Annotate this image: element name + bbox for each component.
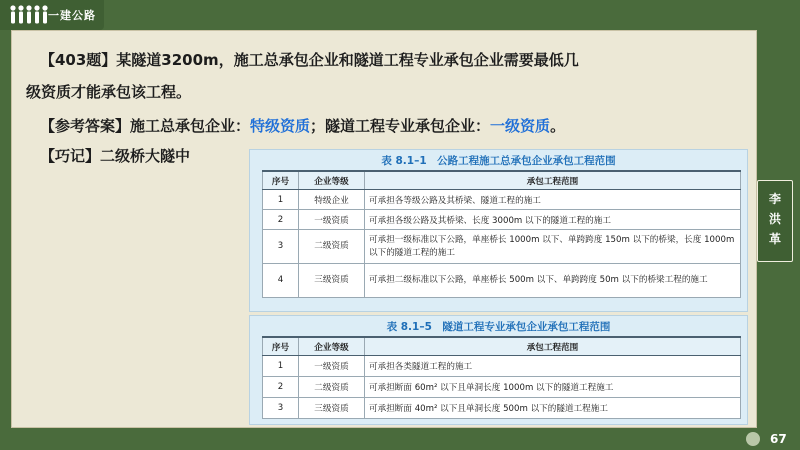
table-cell: 一级资质 [299,210,365,230]
table-1-grid [262,170,741,298]
author-name-char: 革 [768,232,781,246]
content-panel [11,30,757,428]
answer-highlight-2: 一级资质 [490,117,551,135]
table-cell: 二级资质 [299,230,365,264]
answer-highlight-1: 特级资质 [250,117,311,135]
table-cell: 1 [263,356,299,377]
table-header-cell: 企业等级 [299,337,365,356]
table-header-row [263,337,741,356]
table-cell: 可承担各级公路及其桥梁、长度 3000m 以下的隧道工程的施工 [365,210,741,230]
table-cell: 4 [263,264,299,298]
table-row [263,190,741,210]
table-cell: 可承担断面 60m² 以下且单洞长度 1000m 以下的隧道工程施工 [365,377,741,398]
page-marker-dot [746,432,760,446]
question-line-1: 【403题】某隧道3200m，施工总承包企业和隧道工程专业承包企业需要最低几 [40,51,579,69]
table-cell: 可承担一级标准以下公路，单座桥长 1000m 以下、单跨跨度 150m 以下的桥梁，长度 1000m 以下的隧道工程的施工 [365,230,741,264]
table-header-cell: 承包工程范围 [365,337,741,356]
table-cell: 三级资质 [299,398,365,419]
table-header-cell: 承包工程范围 [365,171,741,190]
table-1 [249,149,748,312]
people-group-icon [8,3,48,27]
table-cell: 1 [263,190,299,210]
table-row [263,264,741,298]
author-name-char: 洪 [768,212,781,226]
logo-text: 一建公路 [48,9,96,22]
table-header-cell: 企业等级 [299,171,365,190]
page-number: 67 [770,432,787,446]
table-header-row [263,171,741,190]
table-header-cell: 序号 [263,171,299,190]
table-cell: 3 [263,398,299,419]
author-name-tab [757,180,793,262]
table-row [263,210,741,230]
table-1-caption: 表 8.1–1 公路工程施工总承包企业承包工程范围 [381,155,616,167]
table-header-cell: 序号 [263,337,299,356]
table-2-grid [262,336,741,419]
table-cell: 三级资质 [299,264,365,298]
author-name-char: 李 [768,192,781,206]
table-row [263,398,741,419]
answer-mid: ；隧道工程专业承包企业： [310,117,491,135]
mnemonic-line: 【巧记】二级桥大隧中 [40,147,191,165]
answer-line [40,115,565,136]
question-line-2: 级资质才能承包该工程。 [26,83,192,101]
table-cell: 特级企业 [299,190,365,210]
table-cell: 可承担断面 40m² 以下且单洞长度 500m 以下的隧道工程施工 [365,398,741,419]
table-row [263,356,741,377]
table-cell: 2 [263,210,299,230]
table-cell: 3 [263,230,299,264]
table-2-caption: 表 8.1–5 隧道工程专业承包企业承包工程范围 [386,321,611,333]
table-cell: 可承担各类隧道工程的施工 [365,356,741,377]
answer-prefix: 【参考答案】施工总承包企业： [40,117,251,135]
table-cell: 2 [263,377,299,398]
answer-suffix: 。 [550,117,566,135]
table-cell: 一级资质 [299,356,365,377]
table-row [263,230,741,264]
table-cell: 可承担二级标准以下公路，单座桥长 500m 以下、单跨跨度 50m 以下的桥梁工程的施工 [365,264,741,298]
table-cell: 可承担各等级公路及其桥梁、隧道工程的施工 [365,190,741,210]
table-row [263,377,741,398]
logo-tab [0,0,104,30]
table-2 [249,315,748,425]
table-cell: 二级资质 [299,377,365,398]
